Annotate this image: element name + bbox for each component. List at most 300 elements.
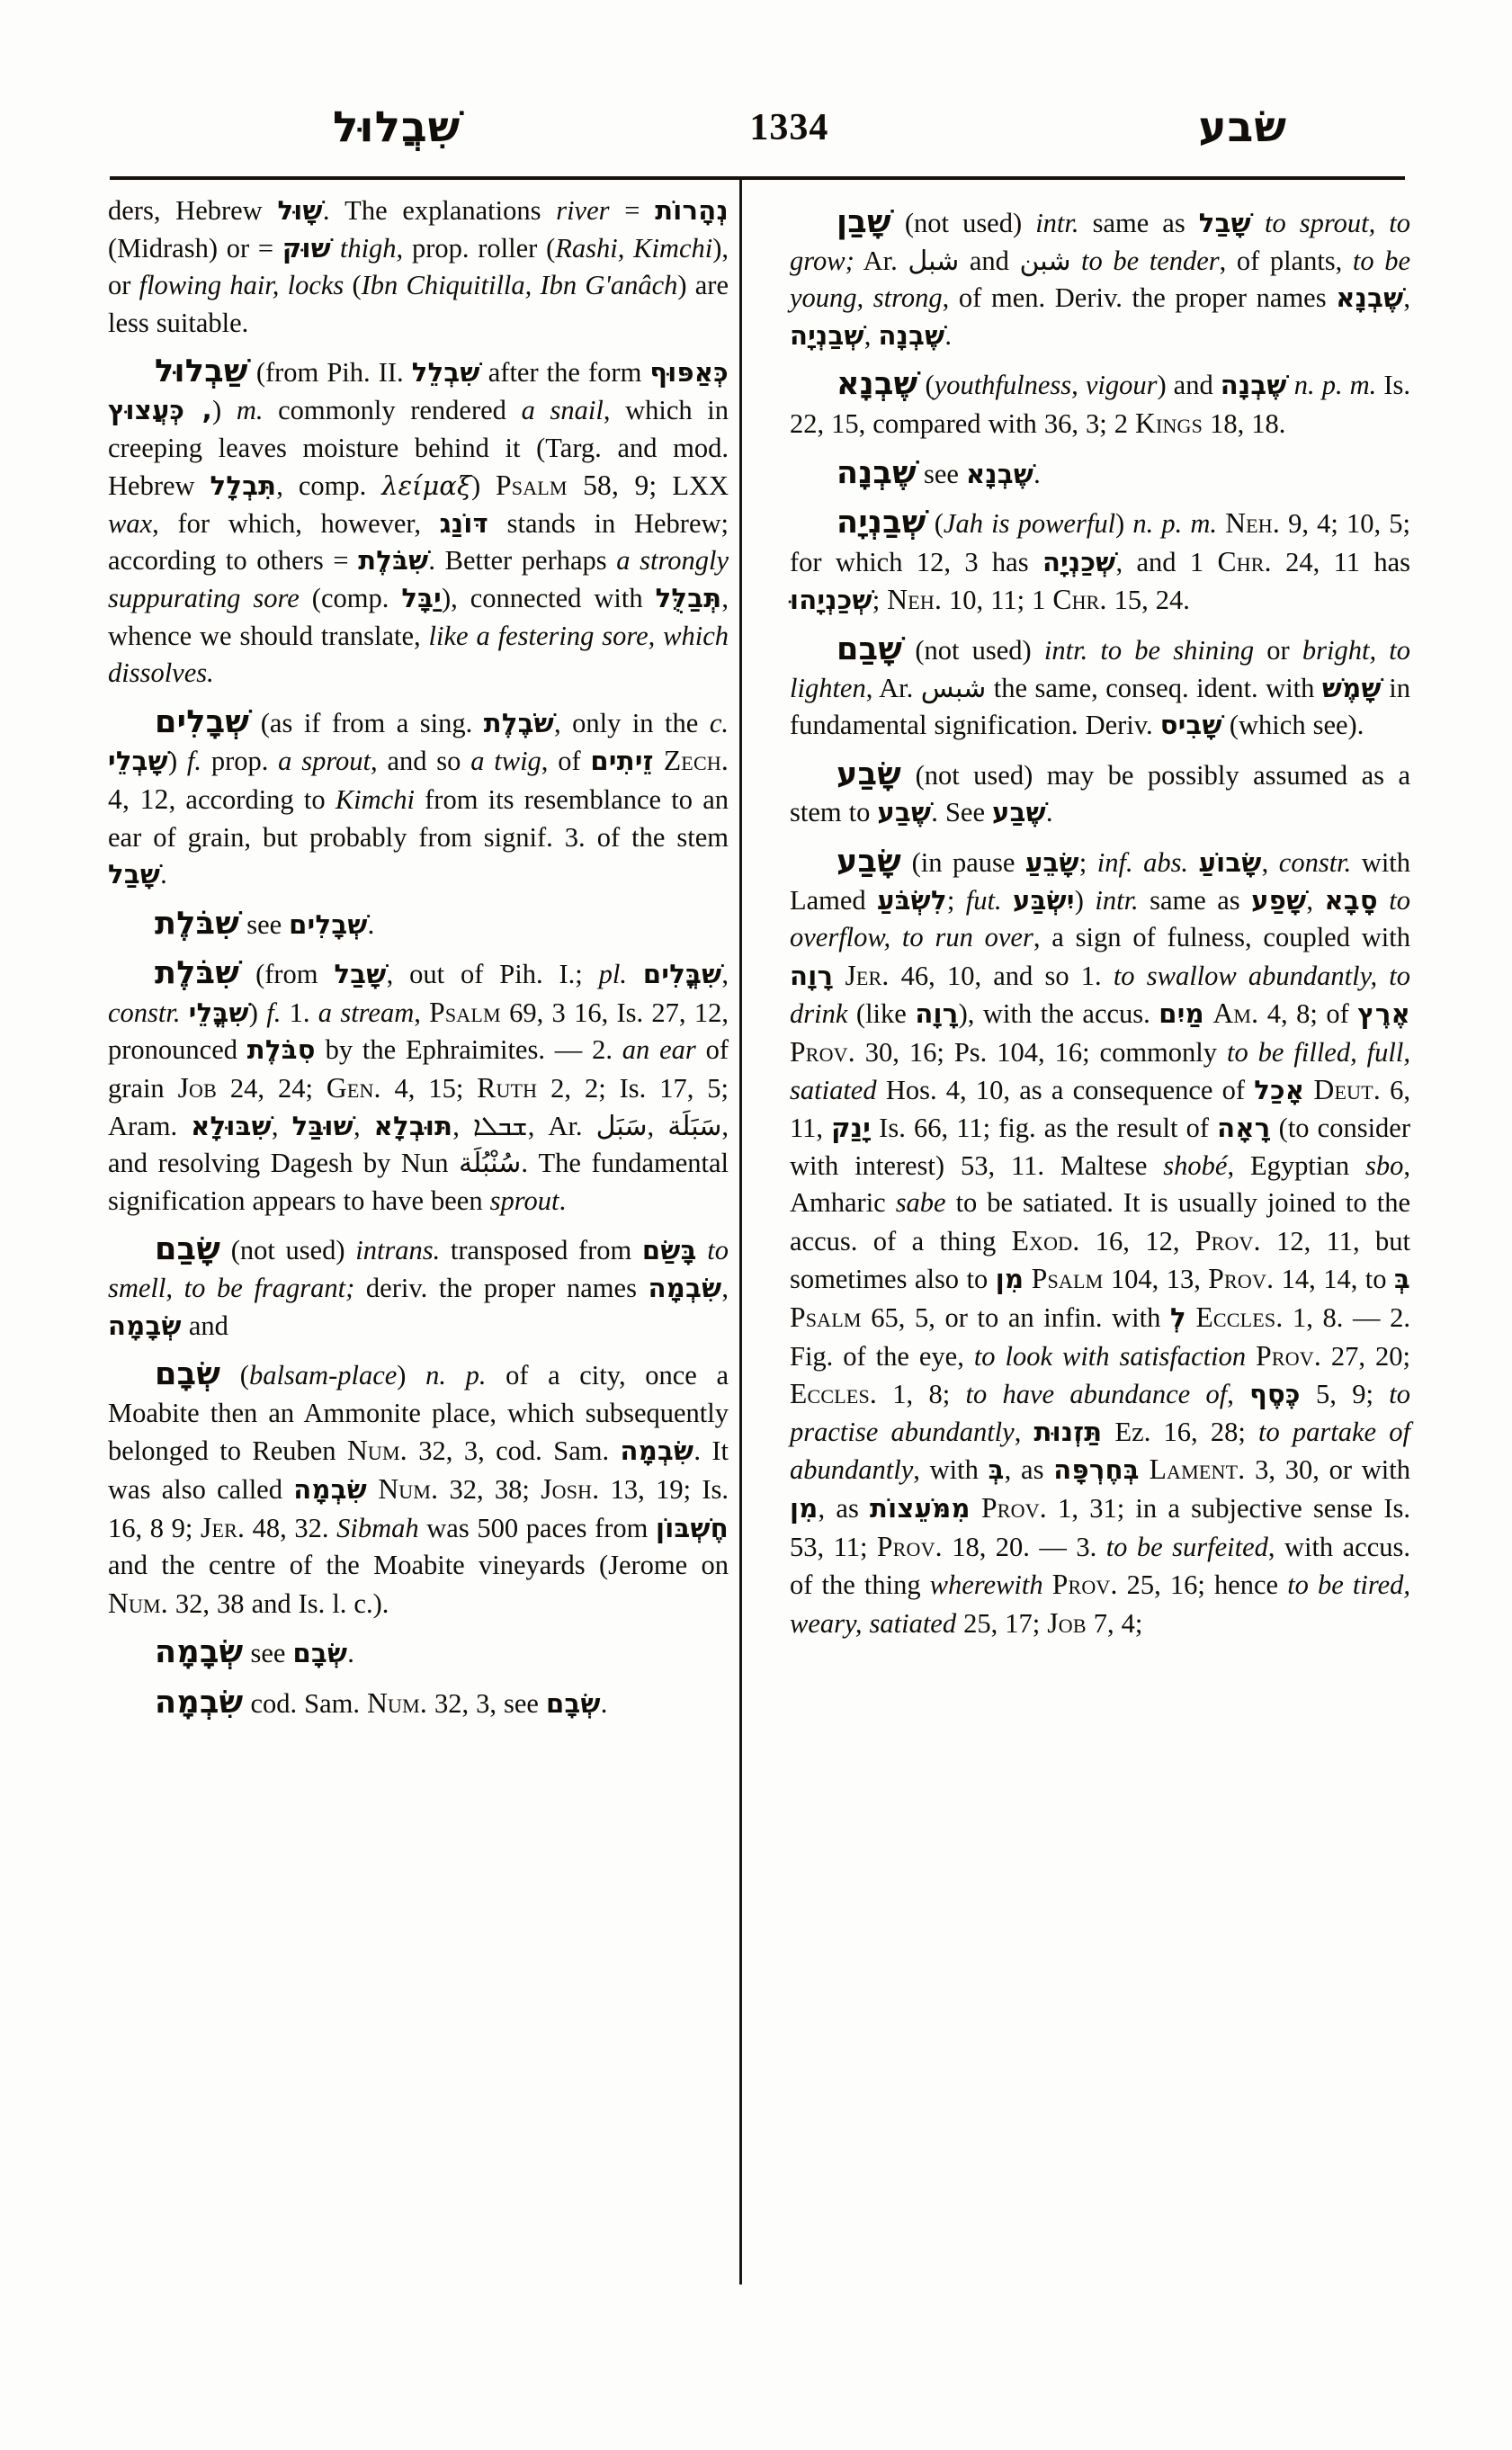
- italic-gloss: sprout: [489, 1185, 559, 1216]
- roman-text: deriv. the proper names: [354, 1273, 649, 1304]
- italic-gloss: shobé: [1163, 1149, 1228, 1181]
- scripture-reference: Josh.: [541, 1473, 600, 1505]
- roman-text: 7, 4;: [1086, 1607, 1143, 1639]
- greek-text: λείμαξ: [381, 470, 471, 502]
- roman-text: , a sign of fulness, coupled with: [1033, 922, 1410, 953]
- roman-text: 25, 16; hence: [1117, 1569, 1288, 1601]
- italic-gloss: intr.: [1095, 884, 1139, 916]
- roman-text: 5, 9;: [1300, 1379, 1390, 1410]
- hebrew-text: תּוּבְלָא: [373, 1110, 453, 1141]
- roman-text: 24, 11 has: [1271, 546, 1410, 577]
- entry-headword[interactable]: שָׂבַע: [837, 843, 902, 880]
- roman-text: (which see).: [1221, 710, 1364, 741]
- roman-text: .: [944, 319, 953, 351]
- roman-text: 18, 20. — 3.: [942, 1531, 1106, 1562]
- roman-text: .: [160, 859, 167, 890]
- roman-text: , Ar.: [527, 1110, 596, 1141]
- italic-gloss: intrans.: [355, 1235, 441, 1266]
- scripture-reference: Kings: [1135, 407, 1203, 439]
- roman-text: stands in Hebrew; according to others =: [108, 507, 729, 577]
- italic-gloss: a sprout: [278, 746, 371, 777]
- hebrew-text: מַיִם: [1159, 998, 1204, 1030]
- entry-headword[interactable]: שַׁבְלוּל: [155, 353, 248, 390]
- roman-text: was 500 paces from: [418, 1512, 656, 1543]
- roman-text: , of plants,: [1219, 245, 1353, 276]
- entry-headword[interactable]: שִׁבֹּלֶת: [155, 905, 240, 942]
- roman-text: ): [248, 997, 267, 1028]
- italic-gloss: river: [556, 195, 610, 226]
- italic-gloss: n. p.: [425, 1360, 487, 1391]
- roman-text: [1043, 1569, 1052, 1600]
- italic-gloss: flowing hair, locks: [139, 270, 344, 301]
- roman-text: 9, 4; 10, 5; for which 12, 3 has: [790, 508, 1410, 577]
- running-head-left-hebrew: שִׁבֲלוּל: [333, 103, 461, 152]
- italic-gloss: a stream: [318, 997, 415, 1028]
- roman-text: (not used): [890, 208, 1036, 238]
- right-column: [790, 192, 1410, 1725]
- roman-text: ,: [647, 1110, 668, 1141]
- roman-text: cod. Sam.: [243, 1687, 368, 1719]
- hebrew-text: שֹׁבֶלֶת: [483, 707, 554, 738]
- roman-text: ): [470, 470, 497, 502]
- hebrew-text: זֵיתִים: [590, 746, 654, 777]
- italic-gloss: bright, to lighten: [790, 634, 1410, 703]
- scripture-reference: Num.: [108, 1587, 168, 1619]
- roman-text: ) and: [1157, 370, 1221, 401]
- roman-text: from its resemblance to an ear of grain, but probably from signif. 3. of the stem: [108, 783, 729, 853]
- italic-gloss: fut.: [965, 884, 1002, 916]
- italic-gloss: intr. to be shining: [1043, 634, 1255, 666]
- entry-headword[interactable]: שִׁבֹּלֶת: [155, 955, 240, 992]
- hebrew-text: כֶּסֶף: [1249, 1379, 1301, 1410]
- roman-text: ), connected with: [442, 582, 656, 613]
- italic-gloss: a strongly suppurating sore: [108, 545, 729, 613]
- roman-text: 1, 31; in a subjective sense Is. 53, 11;: [790, 1493, 1410, 1562]
- arabic-text: شبل: [908, 245, 960, 277]
- italic-gloss: n. p. m.: [1293, 370, 1377, 401]
- scripture-reference: Deut.: [1313, 1074, 1381, 1106]
- hebrew-text: שׁוּבַּל: [291, 1110, 353, 1141]
- roman-text: 18, 18.: [1203, 407, 1286, 439]
- roman-text: (not used) may be possibly assumed as a stem to: [790, 759, 1410, 828]
- roman-text: .: [347, 1638, 354, 1669]
- roman-text: , whence we should translate,: [108, 582, 729, 651]
- roman-text: Hos. 4, 10, as a consequence of: [876, 1075, 1255, 1106]
- italic-gloss: thigh,: [331, 232, 404, 264]
- italic-gloss: to swallow abundantly, to drink: [790, 960, 1410, 1030]
- scripture-reference: Prov.: [1051, 1569, 1118, 1601]
- italic-gloss: a twig: [470, 746, 541, 777]
- roman-text: LXX: [657, 470, 729, 502]
- italic-gloss: to overflow, to run over: [790, 884, 1411, 953]
- dictionary-entry: [790, 204, 1410, 354]
- scripture-reference: Prov.: [876, 1530, 943, 1562]
- roman-text: 104, 13,: [1103, 1264, 1209, 1295]
- italic-gloss: constr.: [1278, 846, 1352, 878]
- entry-headword[interactable]: שְׂבָם: [155, 1356, 221, 1393]
- roman-text: , Egyptian: [1227, 1149, 1365, 1181]
- roman-text: . It was also called: [108, 1435, 729, 1505]
- roman-text: , according to: [168, 783, 336, 815]
- running-head: [108, 103, 1413, 169]
- roman-text: of grain: [108, 1034, 729, 1104]
- hebrew-text: יָנַק: [831, 1113, 872, 1144]
- entry-headword[interactable]: שְׁבַנְיָה: [837, 505, 926, 541]
- roman-text: ,: [1261, 846, 1279, 878]
- hebrew-text: לְ: [1169, 1302, 1186, 1334]
- hebrew-text: שָׁבְלֵי: [108, 746, 168, 777]
- roman-text: 32, 38 and Is. l. c.).: [167, 1587, 389, 1619]
- left-column: [108, 192, 729, 1725]
- roman-text: (not used): [902, 634, 1044, 666]
- entry-headword[interactable]: שֶׁבְנָא: [837, 366, 918, 403]
- scripture-reference: Num.: [378, 1473, 439, 1505]
- roman-text: ;: [872, 585, 888, 616]
- hebrew-text: שָׁבִיס: [1159, 710, 1222, 741]
- roman-text: 16, 12,: [1079, 1225, 1195, 1256]
- scripture-reference: Job: [1047, 1606, 1087, 1639]
- roman-text: ,: [1014, 1416, 1034, 1447]
- scripture-reference: Prov.: [981, 1492, 1047, 1524]
- hebrew-text: מִמֹּעֵצוֹת: [870, 1493, 971, 1524]
- roman-text: [1140, 1454, 1150, 1485]
- italic-gloss: inf. abs.: [1096, 846, 1189, 878]
- roman-text: same as: [1138, 884, 1252, 916]
- roman-text: (: [917, 370, 935, 401]
- italic-gloss: Ibn Chiquitilla, Ibn G'anâch: [361, 270, 678, 301]
- hebrew-text: תִּבְלָל: [210, 470, 277, 502]
- roman-text: , and 1: [1115, 546, 1218, 577]
- entry-headword[interactable]: שָׁבַן: [837, 204, 891, 240]
- dictionary-entry: [108, 1231, 729, 1345]
- hebrew-text: שְׂבָם: [292, 1638, 348, 1669]
- scripture-reference: Eccles.: [1195, 1301, 1284, 1334]
- hebrew-text: סָבָא: [1324, 884, 1378, 916]
- roman-text: ,: [414, 997, 430, 1028]
- roman-text: , for which, however,: [152, 507, 440, 539]
- hebrew-text: שְׂבָם: [545, 1687, 601, 1719]
- hebrew-text: רָאָה: [1217, 1113, 1271, 1144]
- roman-text: Is. 66, 11; fig. as the result of: [871, 1113, 1218, 1144]
- scripture-reference: Num.: [367, 1686, 427, 1719]
- roman-text: . Better perhaps: [428, 545, 617, 577]
- roman-text: 1, 8. — 2. Fig. of the eye,: [790, 1302, 1411, 1372]
- scripture-reference: Jer.: [200, 1511, 246, 1543]
- scripture-reference: Zech. 4, 12: [108, 745, 729, 815]
- italic-gloss: n. p. m.: [1132, 508, 1218, 540]
- hebrew-text: שִׂבְמָה: [648, 1273, 722, 1304]
- roman-text: ,: [863, 319, 879, 351]
- roman-text: , of: [541, 746, 591, 777]
- roman-text: ;: [1078, 846, 1097, 878]
- italic-gloss: an ear: [622, 1034, 696, 1066]
- roman-text: [1287, 370, 1294, 400]
- scripture-reference: Lament.: [1149, 1453, 1246, 1486]
- italic-gloss: to sprout, to grow;: [790, 208, 1410, 276]
- roman-text: 25, 17;: [956, 1607, 1048, 1639]
- arabic-text: سَبَلَة: [667, 1110, 722, 1142]
- roman-text: 14, 14, to: [1274, 1264, 1394, 1295]
- roman-text: [1186, 1302, 1196, 1333]
- roman-text: Ar.: [854, 245, 908, 276]
- scripture-reference: Am.: [1212, 997, 1259, 1030]
- scripture-reference: Prov.: [1256, 1339, 1321, 1372]
- hebrew-text: בְּ: [1394, 1264, 1410, 1295]
- roman-text: ), with the accus.: [958, 998, 1159, 1030]
- roman-text: , of men. Deriv. the proper names: [942, 282, 1337, 314]
- entry-headword[interactable]: שְׂבָמָה: [155, 1634, 244, 1671]
- roman-text: after the form: [479, 357, 650, 389]
- italic-gloss: constr.: [108, 997, 181, 1028]
- hebrew-text: שִׁבְלֵל: [411, 357, 480, 389]
- italic-gloss: to look with satisfaction: [973, 1340, 1247, 1372]
- italic-gloss: to be filled, full, satiated: [790, 1036, 1410, 1106]
- roman-text: (: [220, 1360, 249, 1391]
- hebrew-text: שִׁבּוּלָא: [191, 1110, 272, 1141]
- roman-text: and: [959, 245, 1020, 276]
- italic-gloss: wherewith: [929, 1569, 1043, 1601]
- dictionary-entry: [790, 455, 1410, 494]
- dictionary-entry: [790, 366, 1410, 443]
- roman-text: ) are less suitable.: [108, 270, 729, 338]
- roman-text: , Amharic: [790, 1149, 1410, 1219]
- scripture-reference: Prov.: [1208, 1263, 1275, 1295]
- roman-text: (not used): [220, 1235, 356, 1266]
- roman-text: 1, 8;: [876, 1379, 966, 1410]
- roman-text: (from Pih. II.: [247, 357, 412, 389]
- roman-text: [1217, 508, 1225, 539]
- italic-gloss: Kimchi: [335, 783, 415, 815]
- roman-text: see: [243, 1638, 293, 1669]
- roman-text: , and so: [371, 746, 471, 777]
- roman-text: 13, 19; Is. 16, 8 9;: [108, 1474, 729, 1543]
- roman-text: ), or: [108, 232, 729, 301]
- roman-text: 48, 32.: [245, 1512, 337, 1543]
- roman-text: [367, 1474, 378, 1505]
- hebrew-text: שֶׁבְנָה: [1220, 370, 1287, 401]
- roman-text: , with: [913, 1454, 989, 1486]
- scripture-reference: Eccles.: [790, 1378, 877, 1410]
- roman-text: ): [1074, 884, 1096, 916]
- hebrew-text: שִׂבְמָה: [293, 1474, 368, 1505]
- roman-text: =: [609, 195, 656, 226]
- scripture-reference: Ruth: [477, 1072, 538, 1104]
- italic-gloss: to be tired, weary, satiated: [790, 1569, 1410, 1639]
- italic-gloss: f.: [266, 997, 282, 1028]
- hebrew-text: נְהָרוֹת: [655, 195, 729, 226]
- entry-headword[interactable]: שֶׁבְנָה: [837, 454, 917, 491]
- roman-text: , with accus. of the thing: [790, 1531, 1410, 1601]
- arabic-text: سَبَل: [595, 1110, 648, 1142]
- roman-text: 69, 3 16, Is. 27, 12, pronounced: [108, 997, 729, 1066]
- roman-text: ,: [271, 1110, 292, 1141]
- header-rule: [110, 176, 1405, 180]
- roman-text: ,: [721, 1273, 729, 1304]
- roman-text: commonly rendered: [263, 394, 522, 425]
- hebrew-text: שְׁבָלִים: [289, 908, 368, 940]
- dictionary-entry: [108, 1356, 729, 1623]
- hebrew-text: שָׁבַל: [108, 859, 161, 890]
- roman-text: , comp.: [276, 470, 382, 502]
- roman-text: [627, 959, 643, 989]
- roman-text: .: [1033, 458, 1041, 489]
- hebrew-text: שָׁבַל: [334, 959, 387, 990]
- roman-text: ): [167, 746, 187, 777]
- dictionary-entry: [108, 955, 729, 1220]
- hebrew-text: שֶׁבַע: [877, 797, 932, 828]
- hebrew-text: אָכַל: [1254, 1075, 1305, 1106]
- roman-text: 15, 24.: [1106, 585, 1190, 616]
- hebrew-text: שִׂבְמָה: [620, 1435, 694, 1467]
- roman-text: Is. 22, 15, compared with 36, 3; 2: [790, 370, 1411, 439]
- roman-text: ): [1115, 508, 1133, 540]
- roman-text: .: [600, 1687, 608, 1719]
- roman-text: ): [212, 394, 237, 425]
- roman-text: [1002, 885, 1013, 916]
- roman-text: .: [367, 908, 375, 940]
- roman-text: to be satiated. It is usually joined to the accus. of a thing: [790, 1187, 1410, 1256]
- hebrew-text: אֶרֶץ: [1357, 998, 1410, 1030]
- roman-text: . See: [931, 797, 993, 828]
- italic-gloss: f.: [186, 746, 202, 777]
- roman-text: ,: [1306, 884, 1325, 916]
- roman-text: 32, 3, see: [426, 1687, 546, 1719]
- roman-text: by the Ephraimites. — 2.: [315, 1034, 622, 1066]
- entry-headword[interactable]: שָׂבַם: [155, 1231, 221, 1268]
- hebrew-text: יַבָּל: [401, 582, 442, 613]
- two-column-body: [108, 192, 1410, 1725]
- hebrew-text: שָׁפַע: [1251, 884, 1307, 916]
- roman-text: 2, 2; Is. 17, 5; Aram.: [108, 1073, 729, 1141]
- running-head-right-hebrew: שׂבע: [1198, 103, 1287, 152]
- scripture-reference: Chr.: [1217, 545, 1272, 577]
- italic-gloss: Rashi, Kimchi: [555, 232, 713, 264]
- roman-text: see: [917, 458, 966, 489]
- italic-gloss: sbo: [1365, 1149, 1404, 1181]
- page-number: 1334: [749, 107, 829, 148]
- entry-headword[interactable]: שְׁבָלִים: [155, 703, 250, 740]
- roman-text: [1024, 1264, 1031, 1294]
- italic-gloss: sabe: [895, 1187, 946, 1219]
- hebrew-text: יִשְׂבַּע: [1013, 884, 1075, 916]
- arabic-text: شبس: [920, 672, 987, 704]
- hebrew-text: שִׁבֳּלִים: [642, 959, 722, 990]
- scripture-reference: Job: [177, 1072, 218, 1104]
- roman-text: or: [1254, 634, 1302, 666]
- roman-text: [1246, 1341, 1256, 1372]
- hebrew-text: שֶׁבְנָה: [878, 319, 945, 351]
- roman-text: ): [397, 1360, 426, 1391]
- dictionary-entry: [790, 756, 1410, 832]
- hebrew-text: חֶשְׁבּוֹן: [655, 1512, 729, 1543]
- hebrew-text: בְּחֶרְפָּה: [1053, 1454, 1140, 1486]
- roman-text: ders, Hebrew: [108, 195, 278, 226]
- hebrew-text: דּוֹנַג: [439, 507, 488, 539]
- scripture-reference: Psalm 58, 9;: [496, 469, 658, 502]
- hebrew-text: שְׁכַנְיָהוּ: [790, 585, 872, 616]
- italic-gloss: Jah is powerful: [943, 508, 1116, 540]
- italic-gloss: to be young, strong: [790, 245, 1410, 314]
- roman-text: ,: [1227, 1379, 1250, 1410]
- roman-text: (to consider with interest) 53, 11. Maltese: [790, 1113, 1410, 1181]
- roman-text: 4, 15;: [380, 1073, 478, 1104]
- roman-text: , only in the: [553, 707, 710, 738]
- roman-text: , Ar.: [865, 672, 921, 703]
- hebrew-text: שְׁכַנְיָה: [1042, 546, 1116, 577]
- roman-text: 65, 5, or to an infin. with: [861, 1302, 1170, 1334]
- arabic-text: سُنْبُلَة: [459, 1148, 522, 1180]
- hebrew-text: רָוָה: [790, 960, 834, 991]
- roman-text: the same, conseq. ident. with: [986, 672, 1322, 703]
- roman-text: 3, 30, or with: [1245, 1454, 1411, 1486]
- hebrew-text: שִׁבֳּלֵי: [188, 997, 249, 1028]
- entry-headword[interactable]: שָׂבַע: [837, 756, 902, 792]
- italic-gloss: to be surfeited: [1105, 1531, 1268, 1562]
- roman-text: 27, 20;: [1320, 1340, 1410, 1372]
- scripture-reference: Gen.: [326, 1072, 381, 1104]
- dictionary-entry: [108, 353, 729, 692]
- hebrew-text: מִן: [995, 1264, 1024, 1295]
- roman-text: prop. roller (: [403, 232, 556, 264]
- roman-text: ,: [353, 1110, 374, 1141]
- entry-headword[interactable]: שָׁבַם: [837, 630, 903, 667]
- scripture-reference: Chr.: [1052, 584, 1107, 616]
- roman-text: (: [344, 270, 362, 301]
- scripture-reference: Psalm: [1031, 1263, 1104, 1295]
- dictionary-entry: [790, 631, 1410, 745]
- italic-gloss: to smell, to be fragrant;: [108, 1235, 729, 1304]
- italic-gloss: Sibmah: [336, 1512, 419, 1543]
- roman-text: 12, 11, but sometimes also to: [790, 1225, 1410, 1295]
- italic-gloss: a snail: [521, 394, 604, 425]
- italic-gloss: m.: [236, 394, 264, 425]
- roman-text: prop.: [201, 746, 279, 777]
- hebrew-text: שָׁבַל: [1198, 208, 1251, 238]
- scripture-reference: Exod.: [1011, 1224, 1080, 1256]
- italic-gloss: balsam-place: [248, 1360, 398, 1391]
- hebrew-text: שָׁמֶשׁ: [1321, 672, 1382, 703]
- syriac-text: ܫܒܠܐ: [472, 1110, 528, 1142]
- scripture-reference: Psalm: [790, 1301, 862, 1334]
- dictionary-entry: [108, 906, 729, 944]
- scripture-reference: Neh.: [887, 584, 943, 616]
- dictionary-entry: [108, 1685, 729, 1723]
- roman-text: of a city, once a Moabite then an Ammonite place, which subsequently belonged to Reuben: [108, 1360, 729, 1467]
- italic-gloss: intr.: [1035, 208, 1079, 238]
- roman-text: . The explanations: [322, 195, 557, 226]
- roman-text: in fundamental signification. Deriv.: [790, 672, 1411, 741]
- hebrew-text: בָּשַׂם: [641, 1235, 697, 1266]
- italic-gloss: wax: [108, 507, 153, 539]
- hebrew-text: מִן: [790, 1493, 819, 1524]
- hebrew-text: שֶׁבַע: [992, 797, 1046, 828]
- hebrew-text: שָׂבוֹעַ: [1198, 846, 1262, 878]
- roman-text: 24, 24;: [217, 1073, 327, 1104]
- roman-text: (as if from a sing.: [249, 707, 484, 738]
- roman-text: [833, 961, 845, 991]
- roman-text: 32, 38;: [438, 1474, 541, 1505]
- hebrew-text: כְּאַפּוּף , כְּעֲצוּץ: [108, 357, 729, 425]
- hebrew-text: לִשְׂבֹּעַ: [877, 884, 947, 916]
- entry-headword[interactable]: שִׂבְמָה: [155, 1684, 244, 1721]
- italic-gloss: like a festering sore, which dissolves.: [108, 620, 729, 689]
- roman-text: ,: [721, 959, 729, 990]
- roman-text: ,: [1403, 282, 1410, 314]
- roman-text: , out of Pih. I.;: [386, 959, 599, 990]
- roman-text: 4, 8; of: [1258, 998, 1358, 1030]
- roman-text: 30, 16; Ps. 104, 16; commonly: [854, 1036, 1227, 1068]
- hebrew-text: תְּבַלֻּל: [655, 582, 722, 613]
